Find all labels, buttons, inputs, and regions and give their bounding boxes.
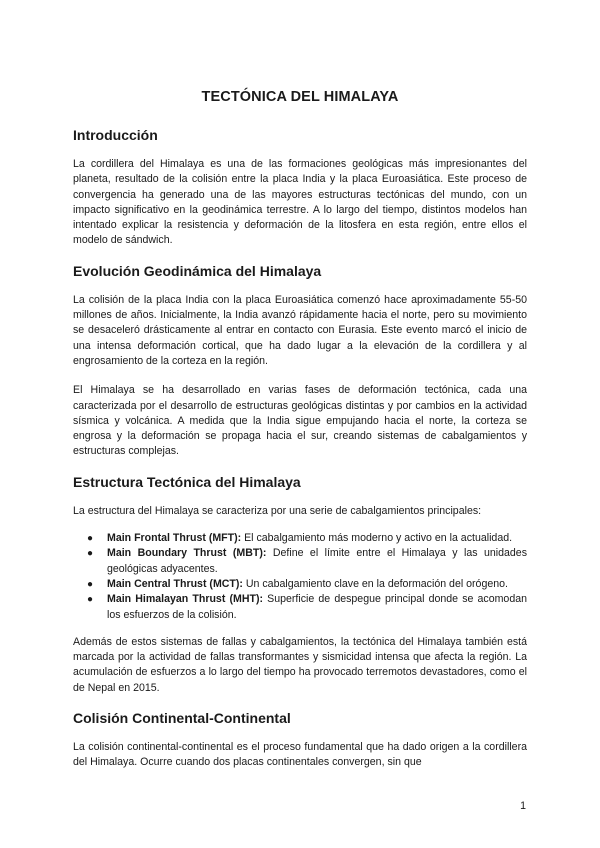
list-item-term: Main Frontal Thrust (MFT): <box>107 532 242 545</box>
paragraph: El Himalaya se ha desarrollado en varias fases de deformación tectónica, cada una caracterizada por el desarrollo de estructuras geológicas distintas y por cambios en la actividad sísmica y volcánica. A medida que la India sigue empujando hacia el norte, la corteza se engrosa y la deformación se propaga hacia el sur, creando sistemas de cabalgamientos y estructuras complejas. <box>73 384 527 458</box>
list-item-desc: Un cabalgamiento clave en la deformación del orógeno. <box>242 577 508 590</box>
list-item-desc: Superficie de despegue principal donde se acomodan los esfuerzos de la colisión. <box>107 593 527 621</box>
paragraph: La cordillera del Himalaya es una de las formaciones geológicas más impresionantes del planeta, resultado de la colisión entre la placa India y la placa Euroasiática. Este proceso de convergencia ha generado una de las mayores estructuras tectónicas del mundo, con un impacto significativo en la geodinámica terrestre. A lo largo del tiempo, distintos modelos han intentado explicar la resistencia y deformación de la litosfera en esta región, entre ellos el modelo de sándwich. <box>73 158 527 247</box>
section-heading: Introducción <box>73 127 158 143</box>
paragraph: Además de estos sistemas de fallas y cabalgamientos, la tectónica del Himalaya también está marcada por la actividad de fallas transformantes y sismicidad intensa que afecta la región. La acumulación de esfuerzos a lo largo del tiempo ha provocado terremotos devastadores, como el de Nepal en 2015. <box>73 635 527 694</box>
list-item <box>87 546 527 577</box>
list-item-term: Main Central Thrust (MCT): <box>107 577 243 590</box>
list-item-desc: Define el límite entre el Himalaya y las unidades geológicas adyacentes. <box>107 547 527 575</box>
section-heading: Colisión Continental-Continental <box>73 710 291 727</box>
page-number: 1 <box>520 800 526 812</box>
list-item-term: Main Himalayan Thrust (MHT): <box>107 593 264 606</box>
paragraph: La colisión de la placa India con la placa Euroasiática comenzó hace aproximadamente 55-50 millones de años. Inicialmente, la India avanzó rápidamente hacia el norte, pero su movimiento se desaceleró drásticamente al entrar en contacto con Eurasia. Este evento marcó el inicio de una intensa deformación cortical, que ha dado lugar a la elevación de la cordillera y al engrosamiento de la corteza en la región. <box>73 293 527 367</box>
section-colision <box>73 710 527 771</box>
bullet-icon: ● <box>87 533 94 545</box>
document-title: TECTÓNICA DEL HIMALAYA <box>201 89 399 105</box>
bullet-icon: ● <box>87 578 94 590</box>
section-evolucion <box>73 263 527 460</box>
list-item-desc: El cabalgamiento más moderno y activo en la actualidad. <box>241 532 513 545</box>
bullet-icon: ● <box>87 594 94 606</box>
list-item <box>87 592 527 623</box>
list-item <box>87 577 527 592</box>
paragraph: La estructura del Himalaya se caracteriza por una serie de cabalgamientos principales: <box>73 504 482 517</box>
bullet-icon: ● <box>87 548 94 560</box>
document-body <box>73 89 527 785</box>
list-item-term: Main Boundary Thrust (MBT): <box>107 547 267 560</box>
paragraph: La colisión continental-continental es el proceso fundamental que ha dado origen a la cordillera del Himalaya. Ocurre cuando dos placas continentales convergen, sin que <box>73 741 527 769</box>
section-estructura <box>73 474 527 696</box>
list-item <box>87 531 527 546</box>
section-heading: Estructura Tectónica del Himalaya <box>73 473 301 490</box>
section-heading: Evolución Geodinámica del Himalaya <box>73 262 322 279</box>
section-introduccion <box>73 127 527 249</box>
thrust-list <box>73 531 527 623</box>
